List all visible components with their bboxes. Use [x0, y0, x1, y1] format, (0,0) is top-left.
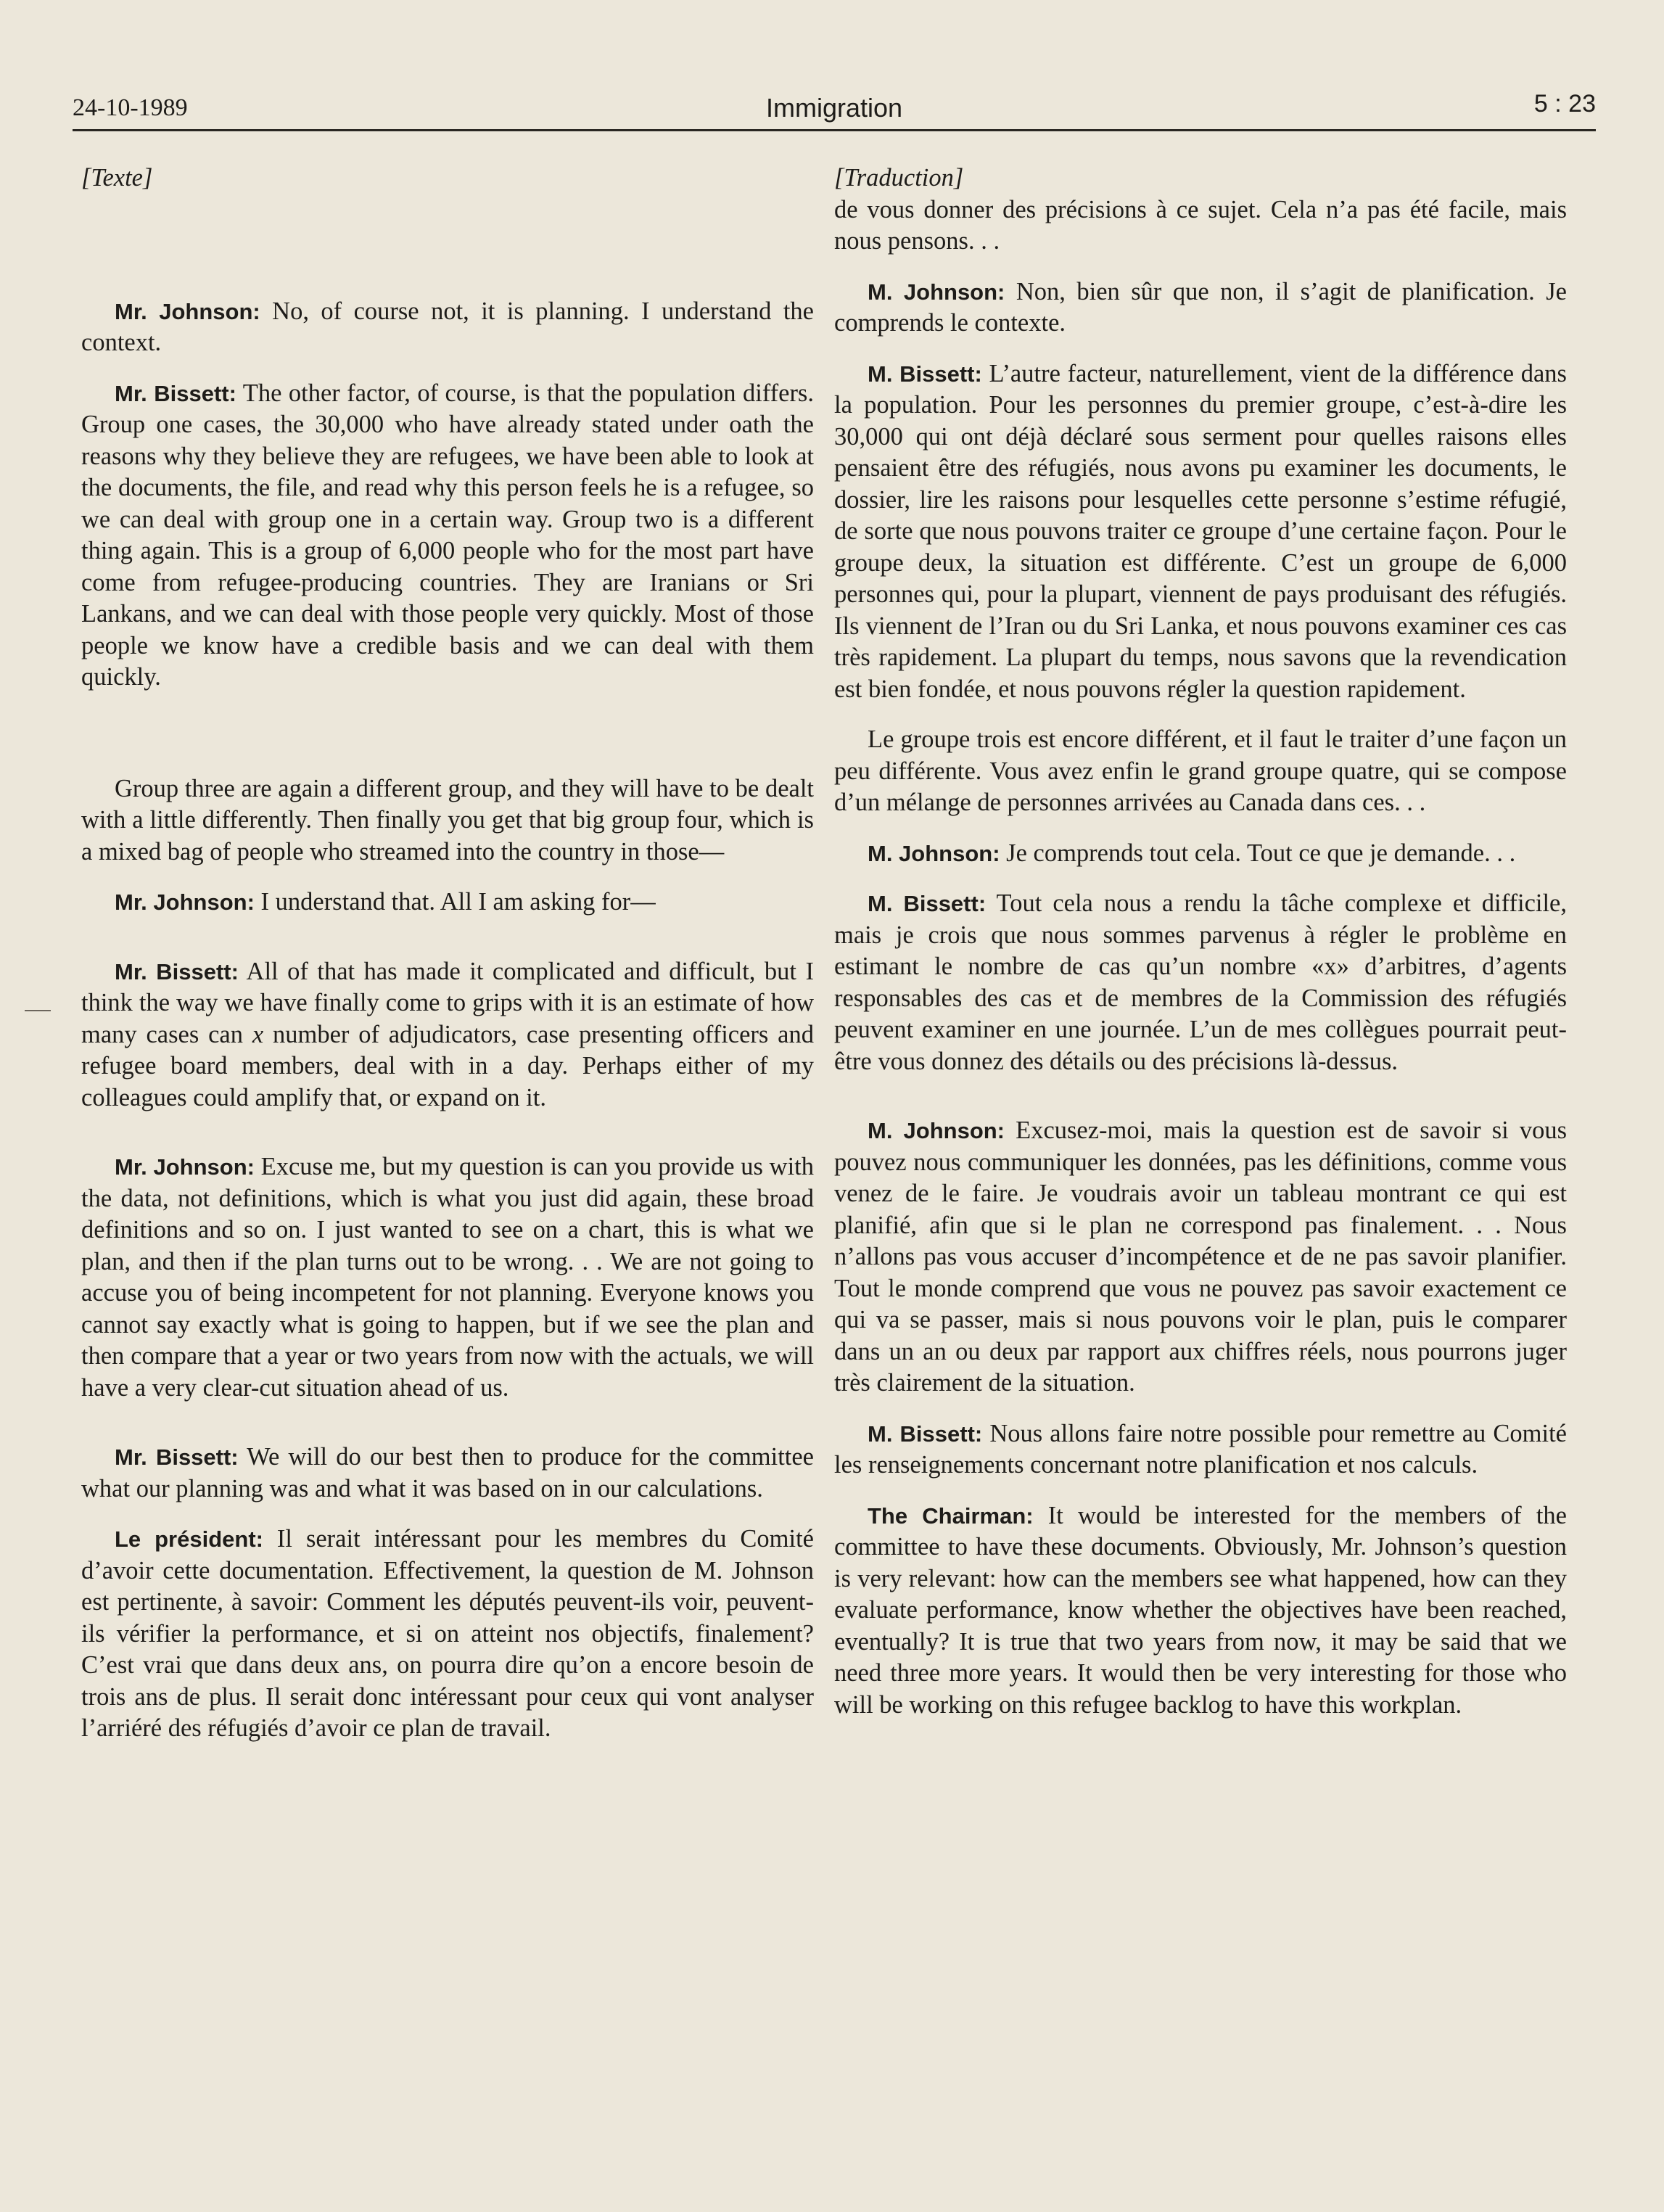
- speaker-name: M. Bissett:: [868, 1420, 983, 1447]
- speech-text: Group three are again a different group, and they will have to be dealt with a little differently. Then finally you get that big group four, which is a mixed bag of people who streamed into the country in those—: [81, 774, 814, 866]
- column-tag-traduction: [Traduction]: [834, 164, 964, 192]
- paragraph: [81, 1151, 814, 1404]
- paragraph: [81, 296, 814, 359]
- header-rule: [73, 129, 1596, 131]
- speaker-name: Mr. Bissett:: [115, 958, 239, 984]
- speech-text: number of adjudicators, case presenting officers and refugee board members, deal with in a day. Perhaps either of my colleagues could amplify that, or expand on it.: [81, 1020, 814, 1111]
- paragraph: [81, 956, 814, 1114]
- margin-mark: [25, 1010, 51, 1011]
- paragraph: [81, 1524, 814, 1745]
- speaker-name: M. Johnson:: [868, 279, 1005, 305]
- speech-text: I understand that. All I am asking for—: [254, 888, 656, 916]
- paragraph: [834, 1115, 1567, 1399]
- speech-italic: x: [252, 1020, 264, 1048]
- speech-text: We will do our best then to produce for the committee what our planning was and what it was based on in our calculations.: [81, 1443, 814, 1502]
- header-date: 24-10-1989: [73, 94, 188, 121]
- speech-text: The other factor, of course, is that the population differs. Group one cases, the 30,000 who have already stated under oath the reasons why they believe they are refugees, we have been able to look at the documents, the file, and read why this person feels he is a refugee, so we can deal with group one in a certain way. Group two is a different thing again. This is a group of 6,000 people who for the most part have come from refugee-producing countries. They are Iranians or Sri Lankans, and we can deal with those people very quickly. Most of those people we know have a credible basis and we can deal with them quickly.: [81, 379, 814, 691]
- speech-text: Je comprends tout cela. Tout ce que je demande. . .: [1000, 839, 1516, 867]
- header-page-number: 5 : 23: [1533, 90, 1596, 118]
- speech-text: de vous donner des précisions à ce sujet. Cela n’a pas été facile, mais nous pensons. . .: [834, 195, 1567, 255]
- speech-text: L’autre facteur, naturellement, vient de la différence dans la population. Pour les personnes du premier groupe, c’est-à-dire les 30,000 qui ont déjà déclaré sous serment pour quelles raisons elles pensaient être des réfugiés, nous avons pu examiner les documents, le dossier, lire les raisons pour lesquelles cette personne s’estime réfugié, de sorte que nous pouvons traiter ce groupe d’une certaine façon. Pour le groupe deux, la situation est différente. C’est un groupe de 6,000 personnes qui, pour la plupart, viennent de pays produisant des réfugiés. Ils viennent de l’Iran ou du Sri Lanka, et nous pouvons examiner ces cas très rapidement. La plupart du temps, nous savons que la revendication est bien fondée, et nous pouvons régler la question rapidement.: [834, 359, 1567, 703]
- speaker-name: Mr. Bissett:: [115, 1444, 239, 1470]
- paragraph: [834, 888, 1567, 1077]
- speech-text: Excuse me, but my question is can you provide us with the data, not definitions, which is what you just did again, these broad definitions and so on. I just wanted to see on a chart, this is what we plan, and then if the plan turns out to be wrong. . . We are not going to accuse you of being incompetent for not planning. Everyone knows you cannot say exactly what is going to happen, but if we see the plan and then compare that a year or two years from now with the actuals, we will have a very clear-cut situation ahead of us.: [81, 1153, 814, 1402]
- paragraph: [834, 276, 1567, 340]
- speech-text: No, of course not, it is planning. I understand the context.: [81, 297, 814, 356]
- speaker-name: Le président:: [115, 1526, 263, 1552]
- speaker-name: Mr. Johnson:: [115, 889, 255, 915]
- column-tag-texte: [Texte]: [81, 164, 153, 192]
- paragraph: [834, 838, 1567, 870]
- paragraph: [834, 1500, 1567, 1722]
- speaker-name: Mr. Bissett:: [115, 380, 236, 406]
- paragraph: [81, 1442, 814, 1505]
- paragraph: [834, 724, 1567, 819]
- speaker-name: Mr. Johnson:: [115, 298, 260, 324]
- speech-text: Non, bien sûr que non, il s’agit de planification. Je comprends le contexte.: [834, 277, 1567, 337]
- paragraph: [834, 194, 1567, 258]
- left-column: [81, 163, 814, 1745]
- right-column: [834, 163, 1567, 1721]
- speech-text: Tout cela nous a rendu la tâche complexe et difficile, mais je crois que nous sommes parvenus à régler le problème en estimant le nombre de cas qu’un nombre «x» d’arbitres, d’agents responsables des cas et de membres de la Commission des réfugiés peuvent examiner en une journée. L’un de mes collègues pourrait peut-être vous donnez des détails ou des précisions là-dessus.: [834, 889, 1567, 1075]
- speaker-name: M. Bissett:: [868, 891, 987, 916]
- speaker-name: Mr. Johnson:: [115, 1154, 255, 1180]
- header-title: Immigration: [765, 93, 903, 123]
- paragraph: [81, 773, 814, 868]
- paragraph: [81, 378, 814, 694]
- speech-text: Nous allons faire notre possible pour remettre au Comité les renseignements concernant notre planification et nos calculs.: [834, 1419, 1567, 1479]
- speech-text: All of that has made it complicated and difficult, but I think the way we have finally come to grips with it is an estimate of how many cases can: [81, 957, 814, 1048]
- paragraph: [81, 887, 814, 918]
- speaker-name: M. Johnson:: [868, 840, 1000, 866]
- speech-text: Le groupe trois est encore différent, et il faut le traiter d’une façon un peu différente. Vous avez enfin le grand groupe quatre, qui se compose d’un mélange de personnes arrivées au Canada dans ces. . .: [834, 725, 1567, 816]
- speaker-name: M. Johnson:: [868, 1118, 1005, 1143]
- speech-text: It would be interested for the members of the committee to have these documents. Obviously, Mr. Johnson’s question is very relevant: how can the members see what happened, how can they evaluate performance, know whether the objectives have been reached, eventually? It is true that two years from now, it may be said that we need three more years. It would then be very interesting for those who will be working on this refugee backlog to have this workplan.: [834, 1501, 1567, 1719]
- paragraph: [834, 358, 1567, 706]
- speech-text: Il serait intéressant pour les membres du Comité d’avoir cette documentation. Effectivement, la question de M. Johnson est pertinente, à savoir: Comment les députés peuvent-ils voir, peuvent-ils vérifier la performance, et si on atteint nos objectifs, finalement? C’est vrai que dans deux ans, on pourra dire qu’on a encore besoin de trois ans de plus. Il serait donc intéressant pour ceux qui vont analyser l’arriéré des réfugiés d’avoir ce plan de travail.: [81, 1525, 814, 1742]
- speaker-name: M. Bissett:: [868, 361, 982, 387]
- speech-text: Excusez-moi, mais la question est de savoir si vous pouvez nous communiquer les données, pas les définitions, comme vous venez de le faire. Je voudrais avoir un tableau montrant ce qui est planifié, afin que si le plan ne correspond pas finalement. . . Nous n’allons pas vous accuser d’incompétence et de ne pas savoir planifier. Tout le monde comprend que vous ne pouvez pas savoir exactement ce qui va se passer, mais si nous pouvons voir le plan, puis le comparer dans un an ou deux par rapport aux chiffres réels, nous pourrons juger très clairement de la situation.: [834, 1117, 1567, 1397]
- paragraph: [834, 1418, 1567, 1481]
- speaker-name: The Chairman:: [868, 1502, 1034, 1529]
- page-header: [73, 87, 1596, 133]
